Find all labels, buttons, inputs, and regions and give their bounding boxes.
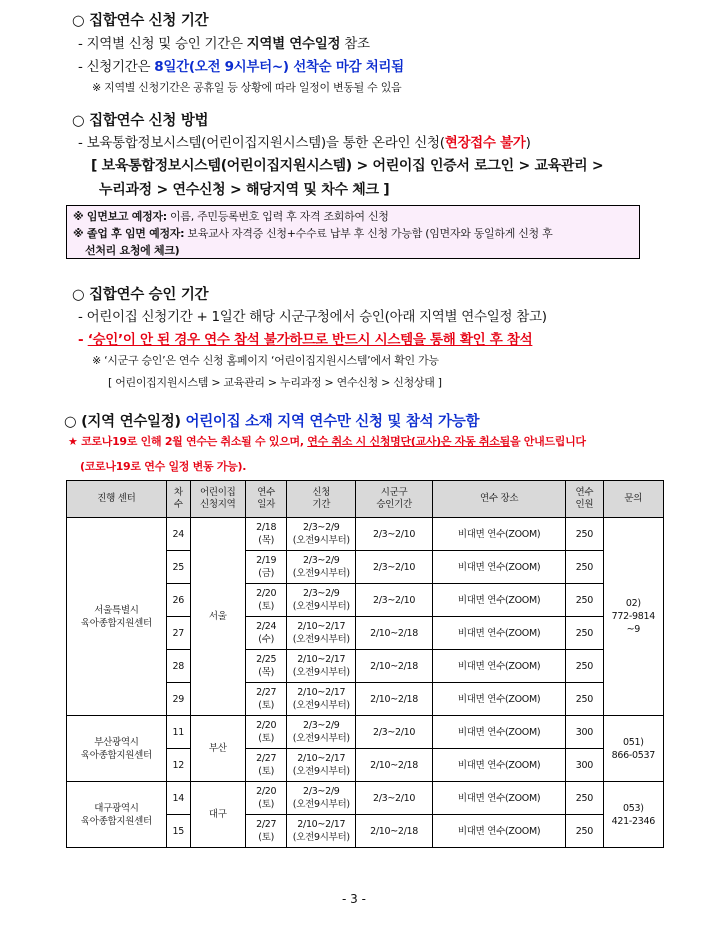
approval-period-cell: 2/3~2/10 — [356, 584, 433, 617]
session-number-cell: 25 — [166, 551, 190, 584]
training-place-cell: 비대면 연수(ZOOM) — [433, 650, 566, 683]
training-date-cell: 2/27 (토) — [245, 683, 287, 716]
capacity-cell: 250 — [566, 518, 603, 551]
table-header-row — [67, 481, 664, 518]
section1-bullet1 — [78, 32, 370, 52]
text: ○ (지역 연수일정) — [64, 414, 186, 430]
session-number-cell: 24 — [166, 518, 190, 551]
training-place-cell: 비대면 연수(ZOOM) — [433, 683, 566, 716]
approval-period-cell: 2/10~2/18 — [356, 650, 433, 683]
contact-cell: 02) 772-9814 ~9 — [603, 518, 663, 716]
page-number: - 3 - — [342, 892, 366, 906]
apply-period-cell: 2/3~2/9 (오전9시부터) — [287, 551, 356, 584]
table-header-cell: 차 수 — [166, 481, 190, 518]
training-place-cell: 비대면 연수(ZOOM) — [433, 782, 566, 815]
text: 을 안내드립니다 — [509, 435, 586, 448]
table-row — [67, 518, 664, 551]
text: 보육교사 자격증 신청+수수료 납부 후 신청 가능함 (임면자와 동일하게 신청 후 — [184, 227, 553, 240]
table-header-cell: 진행 센터 — [67, 481, 167, 518]
section2-heading: ○ 집합연수 신청 방법 — [72, 113, 209, 129]
text: - 신청기간은 — [78, 59, 155, 75]
section3-bullet2 — [78, 328, 532, 348]
session-number-cell: 28 — [166, 650, 190, 683]
section4-heading — [64, 410, 479, 431]
underlined-text: 연수 취소 시 신청명단(교사)은 자동 취소됨 — [307, 435, 510, 448]
training-place-cell: 비대면 연수(ZOOM) — [433, 749, 566, 782]
training-place-cell: 비대면 연수(ZOOM) — [433, 518, 566, 551]
table-header-cell: 연수 인원 — [566, 481, 603, 518]
capacity-cell: 300 — [566, 749, 603, 782]
approval-period-cell: 2/3~2/10 — [356, 551, 433, 584]
apply-period-cell: 2/10~2/17 (오전9시부터) — [287, 617, 356, 650]
region-cell: 대구 — [190, 782, 245, 848]
notice-line1 — [73, 208, 633, 225]
highlight-red: ‘승인’이 안 된 경우 연수 참석 불가하므로 반드시 시스템을 통해 확인 후 참석 — [87, 332, 533, 348]
text: ) — [525, 135, 531, 151]
session-number-cell: 12 — [166, 749, 190, 782]
notice-line2 — [73, 225, 633, 242]
notice-box — [66, 205, 640, 259]
schedule-table — [66, 480, 664, 848]
section3-bullet1: - 어린이집 신청기간 + 1일간 해당 시군구청에서 승인(아래 지역별 연수일정 참고) — [78, 309, 547, 325]
training-date-cell: 2/20 (토) — [245, 782, 287, 815]
training-date-cell: 2/27 (토) — [245, 815, 287, 848]
table-header-cell: 신청 기간 — [287, 481, 356, 518]
section1-note: ※ 지역별 신청기간은 공휴일 등 상황에 따라 일정이 변동될 수 있음 — [92, 81, 402, 94]
center-name-cell: 대구광역시 육아종합지원센터 — [67, 782, 167, 848]
label: ※ 임면보고 예정자: — [73, 210, 167, 223]
training-place-cell: 비대면 연수(ZOOM) — [433, 716, 566, 749]
covid-notice — [68, 433, 586, 449]
training-date-cell: 2/18 (목) — [245, 518, 287, 551]
menu-path-line2: 누리과정 > 연수신청 > 해당지역 및 차수 체크 ] — [99, 182, 390, 198]
approval-period-cell: 2/10~2/18 — [356, 683, 433, 716]
table-header-cell: 연수 일자 — [245, 481, 287, 518]
session-number-cell: 14 — [166, 782, 190, 815]
training-date-cell: 2/25 (목) — [245, 650, 287, 683]
approval-period-cell: 2/3~2/10 — [356, 782, 433, 815]
session-number-cell: 27 — [166, 617, 190, 650]
text: 참조 — [340, 36, 370, 52]
capacity-cell: 250 — [566, 584, 603, 617]
training-date-cell: 2/27 (토) — [245, 749, 287, 782]
apply-period-cell: 2/3~2/9 (오전9시부터) — [287, 782, 356, 815]
notice-line3 — [73, 242, 633, 259]
table-header-cell: 어린이집 신청지역 — [190, 481, 245, 518]
capacity-cell: 250 — [566, 551, 603, 584]
training-place-cell: 비대면 연수(ZOOM) — [433, 815, 566, 848]
capacity-cell: 250 — [566, 617, 603, 650]
training-date-cell: 2/20 (토) — [245, 584, 287, 617]
apply-period-cell: 2/10~2/17 (오전9시부터) — [287, 749, 356, 782]
capacity-cell: 250 — [566, 683, 603, 716]
highlight-blue: 어린이집 소재 지역 연수만 신청 및 참석 가능함 — [185, 414, 480, 430]
apply-period-cell: 2/10~2/17 (오전9시부터) — [287, 683, 356, 716]
session-number-cell: 29 — [166, 683, 190, 716]
training-place-cell: 비대면 연수(ZOOM) — [433, 551, 566, 584]
center-name-cell: 부산광역시 육아종합지원센터 — [67, 716, 167, 782]
contact-cell: 051) 866-0537 — [603, 716, 663, 782]
table-header-cell: 문의 — [603, 481, 663, 518]
dash: - — [78, 332, 88, 348]
contact-cell: 053) 421-2346 — [603, 782, 663, 848]
training-date-cell: 2/24 (수) — [245, 617, 287, 650]
text: ★ 코로나19로 인해 2월 연수는 취소될 수 있으며, — [68, 435, 308, 448]
apply-period-cell: 2/3~2/9 (오전9시부터) — [287, 518, 356, 551]
section1-bullet2 — [78, 55, 404, 75]
text: - 보육통합정보시스템(어린이집지원시스템)을 통한 온라인 신청( — [78, 135, 445, 151]
capacity-cell: 250 — [566, 650, 603, 683]
approval-period-cell: 2/3~2/10 — [356, 716, 433, 749]
approval-period-cell: 2/10~2/18 — [356, 617, 433, 650]
section3-note: ※ ‘시군구 승인’은 연수 신청 홈페이지 ‘어린이집지원시스템’에서 확인 가능 — [92, 354, 439, 367]
covid-notice-2: (코로나19로 연수 일정 변동 가능). — [80, 460, 247, 473]
section3-path: [ 어린이집지원시스템 > 교육관리 > 누리과정 > 연수신청 > 신청상태 ] — [108, 376, 442, 389]
highlight-blue: 8일간(오전 9시부터~) 선착순 마감 처리됨 — [154, 59, 404, 75]
region-cell: 부산 — [190, 716, 245, 782]
highlight-red: 현장접수 불가 — [444, 135, 526, 151]
approval-period-cell: 2/3~2/10 — [356, 518, 433, 551]
section2-bullet1 — [78, 131, 531, 151]
center-name-cell: 서울특별시 육아종합지원센터 — [67, 518, 167, 716]
training-date-cell: 2/20 (토) — [245, 716, 287, 749]
table-header-cell: 시군구 승인기간 — [356, 481, 433, 518]
table-body — [67, 518, 664, 848]
text: - 지역별 신청 및 승인 기간은 — [78, 36, 247, 52]
apply-period-cell: 2/3~2/9 (오전9시부터) — [287, 584, 356, 617]
text: 이름, 주민등록번호 입력 후 자격 조회하여 신청 — [166, 210, 389, 223]
region-cell: 서울 — [190, 518, 245, 716]
session-number-cell: 26 — [166, 584, 190, 617]
table-row — [67, 782, 664, 815]
label: ※ 졸업 후 임면 예정자: — [73, 227, 185, 240]
capacity-cell: 250 — [566, 782, 603, 815]
training-place-cell: 비대면 연수(ZOOM) — [433, 584, 566, 617]
table-header-cell: 연수 장소 — [433, 481, 566, 518]
training-date-cell: 2/19 (금) — [245, 551, 287, 584]
section1-heading: ○ 집합연수 신청 기간 — [72, 13, 209, 29]
approval-period-cell: 2/10~2/18 — [356, 749, 433, 782]
label: 선처리 요청에 체크) — [85, 244, 180, 257]
session-number-cell: 11 — [166, 716, 190, 749]
training-place-cell: 비대면 연수(ZOOM) — [433, 617, 566, 650]
session-number-cell: 15 — [166, 815, 190, 848]
approval-period-cell: 2/10~2/18 — [356, 815, 433, 848]
apply-period-cell: 2/3~2/9 (오전9시부터) — [287, 716, 356, 749]
section3-heading: ○ 집합연수 승인 기간 — [72, 287, 209, 303]
capacity-cell: 250 — [566, 815, 603, 848]
bold-text: 지역별 연수일정 — [246, 36, 341, 52]
apply-period-cell: 2/10~2/17 (오전9시부터) — [287, 815, 356, 848]
menu-path-line1: [ 보육통합정보시스템(어린이집지원시스템) > 어린이집 인증서 로그인 > 교육관리 > — [91, 158, 604, 174]
table-row — [67, 716, 664, 749]
apply-period-cell: 2/10~2/17 (오전9시부터) — [287, 650, 356, 683]
capacity-cell: 300 — [566, 716, 603, 749]
